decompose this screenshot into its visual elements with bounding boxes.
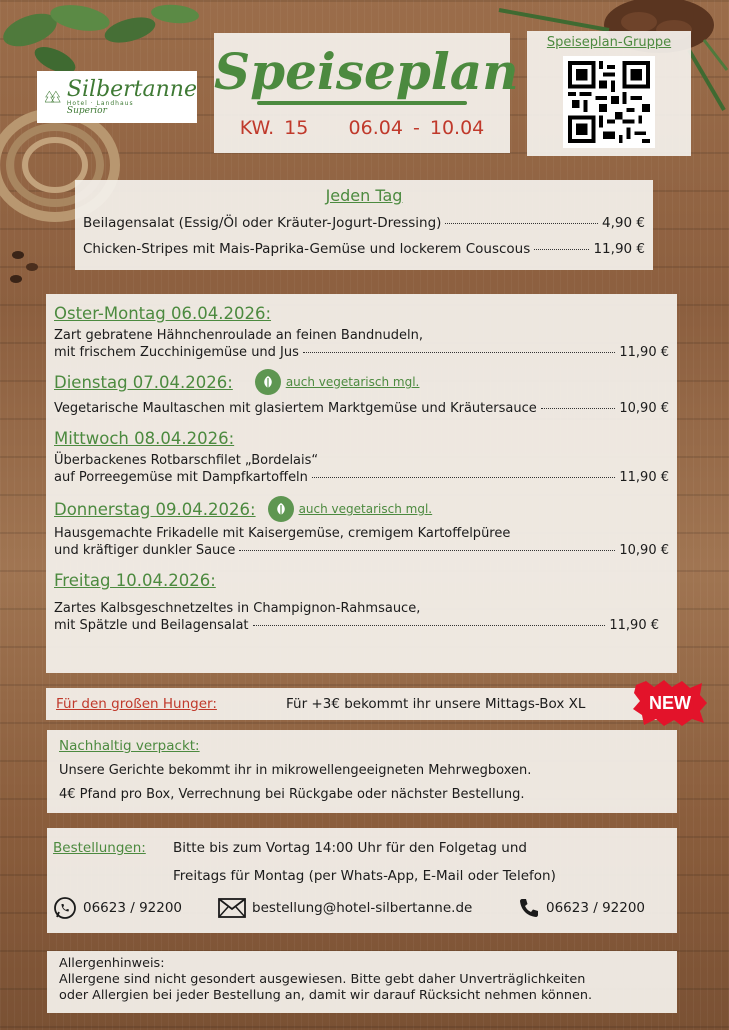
allergy-text: oder Allergien bei jeder Bestellung an, damit wir darauf Rücksicht nehmen können. <box>59 988 593 1003</box>
dot-leader <box>239 550 615 551</box>
whatsapp-icon <box>53 896 77 920</box>
allergy-panel <box>47 951 677 1013</box>
day-heading-row <box>54 369 669 395</box>
email-address: bestellung@hotel-silbertanne.de <box>252 900 473 916</box>
dish-text: mit Spätzle und Beilagensalat <box>54 618 249 633</box>
dish-price: 11,90 € <box>619 345 669 360</box>
dish-price: 11,90 € <box>609 618 659 633</box>
dish-text: mit frischem Zucchinigemüse und Jus <box>54 345 299 360</box>
leaf-icon <box>268 496 294 522</box>
title-underline <box>257 101 467 105</box>
day-heading-row <box>54 496 669 522</box>
day-heading: Dienstag 07.04.2026: <box>54 372 233 392</box>
daily-item-price: 11,90 € <box>593 241 645 257</box>
day-heading: Oster-Montag 06.04.2026: <box>54 304 272 323</box>
week-dates <box>214 117 510 139</box>
day-section <box>54 369 669 417</box>
dish-line <box>54 400 669 417</box>
vegetarian-note <box>255 369 420 395</box>
orders-line <box>53 868 671 884</box>
contact-row <box>53 896 671 920</box>
daily-item-name: Chicken-Stripes mit Mais-Paprika-Gemüse und lockerem Couscous <box>83 241 531 257</box>
sustainable-panel <box>47 730 677 813</box>
dish-line: Zart gebratene Hähnchenroulade an feinen Bandnudeln, <box>54 328 424 343</box>
orders-line <box>53 840 671 856</box>
dot-leader <box>253 625 606 626</box>
big-hunger-label: Für den großen Hunger: <box>56 696 217 712</box>
logo-location: Superior <box>66 105 107 116</box>
allergy-heading: Allergenhinweis: <box>59 956 165 971</box>
vegetarian-note <box>268 496 433 522</box>
leaf-icon <box>255 369 281 395</box>
allergy-text: Allergene sind nicht gesondert ausgewiesen. Bitte gebt daher Unverträglichkeiten <box>59 972 586 987</box>
dish-line <box>54 542 669 559</box>
dish-line: Zartes Kalbsgeschnetzeltes in Champignon-Rahmsauce, <box>54 601 421 616</box>
big-hunger-text: Für +3€ bekommt ihr unsere Mittags-Box XL <box>286 696 586 712</box>
dish-text: Vegetarische Maultaschen mit glasiertem Marktgemüse und Kräutersauce <box>54 401 537 416</box>
whatsapp-number: 06623 / 92200 <box>83 900 183 916</box>
dish-price: 11,90 € <box>619 470 669 485</box>
dish-line <box>54 617 659 634</box>
qr-label[interactable]: Speiseplan-Gruppe <box>546 35 672 50</box>
dish-text: und kräftiger dunkler Sauce <box>54 543 236 558</box>
dot-leader <box>303 352 615 353</box>
whatsapp-contact[interactable] <box>53 896 218 920</box>
email-contact[interactable] <box>218 898 518 918</box>
dish-line <box>54 469 669 486</box>
qr-code-icon[interactable] <box>563 56 655 148</box>
daily-menu-panel <box>75 180 653 270</box>
dot-leader <box>445 223 598 224</box>
hotel-logo <box>37 71 197 123</box>
sustainable-text: 4€ Pfand pro Box, Verrechnung bei Rückgabe oder nächster Bestellung. <box>59 787 525 802</box>
day-heading: Donnerstag 09.04.2026: <box>54 499 256 519</box>
daily-item <box>75 241 653 257</box>
sustainable-text: Unsere Gerichte bekommt ihr in mikrowellengeeigneten Mehrwegboxen. <box>59 763 532 778</box>
dish-price: 10,90 € <box>619 543 669 558</box>
title-panel <box>214 33 519 153</box>
day-section <box>54 571 669 634</box>
fir-tree-icon <box>45 77 61 117</box>
day-heading: Freitag 10.04.2026: <box>54 571 216 590</box>
new-badge-label: NEW <box>649 693 691 713</box>
day-section <box>54 496 669 559</box>
mail-icon <box>218 898 246 918</box>
page-title: Speiseplan <box>214 42 519 101</box>
dish-line: Überbackenes Rotbarschfilet „Bordelais“ <box>54 453 319 468</box>
phone-number: 06623 / 92200 <box>546 900 646 916</box>
orders-label: Bestellungen: <box>53 840 146 856</box>
big-hunger-panel <box>46 688 677 720</box>
dish-text: auf Porreegemüse mit Dampfkartoffeln <box>54 470 308 485</box>
day-heading: Mittwoch 08.04.2026: <box>54 429 235 448</box>
daily-item-name: Beilagensalat (Essig/Öl oder Kräuter-Jogurt-Dressing) <box>83 215 442 231</box>
dish-price: 10,90 € <box>619 401 669 416</box>
dot-leader <box>312 477 615 478</box>
qr-panel <box>527 31 691 156</box>
logo-name: Silbertanne <box>66 76 197 102</box>
orders-panel <box>47 828 677 933</box>
sustainable-heading: Nachhaltig verpackt: <box>59 738 200 754</box>
dot-leader <box>541 408 616 409</box>
dot-leader <box>534 249 589 250</box>
vegetarian-label: auch vegetarisch mgl. <box>285 375 420 389</box>
logo-subtitle: Hotel · Landhaus <box>66 99 134 107</box>
day-section <box>54 304 669 361</box>
new-badge <box>632 679 708 727</box>
daily-heading: Jeden Tag <box>325 186 403 205</box>
week-number: KW. 15 <box>239 117 309 139</box>
vegetarian-label: auch vegetarisch mgl. <box>298 502 433 516</box>
day-section <box>54 429 669 486</box>
phone-icon <box>518 897 540 919</box>
daily-item <box>75 215 653 231</box>
daily-item-price: 4,90 € <box>602 215 645 231</box>
date-range: 06.04 - 10.04 <box>348 117 485 139</box>
weekly-menu-panel <box>46 294 677 673</box>
coffee-beans-decoration <box>6 245 46 290</box>
orders-text: Freitags für Montag (per Whats-App, E-Mail oder Telefon) <box>173 868 556 884</box>
orders-text: Bitte bis zum Vortag 14:00 Uhr für den Folgetag und <box>173 840 527 856</box>
dish-line <box>54 344 669 361</box>
phone-contact[interactable] <box>518 897 645 919</box>
dish-line: Hausgemachte Frikadelle mit Kaisergemüse, cremigem Kartoffelpüree <box>54 526 511 541</box>
